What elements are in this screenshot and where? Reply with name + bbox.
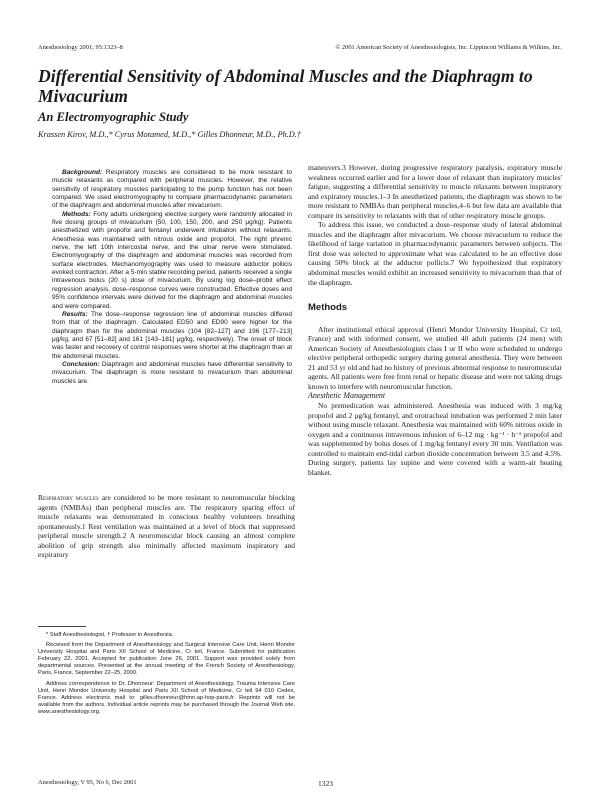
page-number: 1323 (318, 779, 333, 788)
abstract (52, 169, 292, 386)
abstract-label: Background: (62, 169, 103, 176)
body-paragraph: After institutional ethical approval (Henri Mondor University Hospital, Cr teil, France) and with informed consent, we studied 40 adult patients (24 men) with American Society of Anesthesiologists class I or II who were scheduled to undergo elective peripheral orthopedic surgery during general anesthesia. They were between 21 and 53 yr old and had no history of previous abnormal response to neuromuscular agents. All patients were free from renal or hepatic disease and were not taking drugs known to interfere with neuromuscular function. (308, 324, 562, 391)
abstract-label: Results: (62, 310, 88, 318)
subsection-heading: Anesthetic Management (308, 391, 386, 401)
introduction-column (38, 493, 295, 560)
body-paragraph: No premedication was administered. Anesthesia was induced with 3 mg/kg propofol and 2 μg/kg fentanyl, and orotracheal intubation was performed 2 min later without using muscle relaxant. Anesthesia was maintained with 60% nitrous oxide in oxygen and a continuous intravenous infusion of 6–12 mg · kg⁻¹ · h⁻¹ propofol and was supplemented by bolus doses of 1 mg/kg fentanyl every 30 min. Ventilation was controlled to maintain end-tidal carbon dioxide concentration between 3.5 and 4.5%. During surgery, patients lay supine and were covered with a warm-air heating blanket. (308, 401, 562, 477)
footnote-correspondence: Address correspondence to Dr. Dhonneur: Department of Anesthesiology, Trauma Intensive Care Unit, Henri Mondor University Hospital and Paris XII School of Medicine, Cr teil 94 010 Cedex, France. Address electronic mail to: gilles.dhonneur@hmn.ap-hop-paris.fr. Reprints will not be available from the authors. Individual article reprints may be purchased through the Journal Web site, www.anesthesiology.org. (38, 680, 295, 715)
introduction-paragraph: Respiratory muscles are considered to be more resistant to neuromuscular blocking agents (NMBAs) than peripheral muscles are. The respiratory sparing effect of muscle relaxants was demonstrated in conscious healthy volunteers breathing spontaneously.1 Rest ventilation was maintained at a level of block that suppressed peripheral muscle strength.2 A neuromuscular block causing an almost complete abolition of grip strength also minimally affected maximum inspiratory and expiratory (38, 493, 295, 559)
footnote-divider (38, 626, 86, 627)
footnotes (38, 632, 295, 719)
article-subtitle: An Electromyographic Study (38, 110, 189, 124)
right-column (308, 163, 562, 477)
abstract-label: Methods: (62, 210, 91, 218)
abstract-conclusion: Conclusion: Diaphragm and abdominal muscles have differential sensitivity to mivacurium. The diaphragm is more resistant to mivacurium than abdominal muscles are. (52, 360, 292, 385)
journal-footer: Anesthesiology, V 95, No 6, Dec 2001 (38, 779, 137, 786)
footnote-affiliations: * Staff Anesthesiologist, † Professor in Anesthesia. (46, 632, 174, 638)
section-heading-methods: Methods (308, 302, 348, 314)
author-list: Krassen Kirov, M.D.,* Cyrus Motamed, M.D.,* Gilles Dhonneur, M.D., Ph.D.† (38, 130, 301, 139)
article-title: Differential Sensitivity of Abdominal Muscles and the Diaphragm to Mivacurium (38, 66, 533, 106)
lead-in-text: Respiratory muscles (38, 493, 99, 502)
running-header-left: Anesthesiology 2001; 95:1323–8 (38, 44, 123, 51)
abstract-methods: Methods: Forty adults undergoing elective surgery were randomly allocated in five dosing groups of mivacurium (50, 100, 150, 200, and 250 μg/kg). Patients anesthetized with propofol and fentanyl underwent intubation without relaxants. Anesthesia was maintained with nitrous oxide and propofol. The right phrenic nerve, the left 10th intercostal nerve, and the ulnar nerve were stimulated. Electromyography of the diaphragm and abdominal muscles was recorded from surface electrodes. Mechanomyography was used to measure adductor pollicis evoked contraction. After a 5-min stable recording period, patients received a single intravenous bolus (20 s) dose of mivacurium. By using log dose–probit effect regression analysis, dose–response curves were constructed. Effective doses and 95% confidence intervals were derived for the diaphragm and abdominal muscles and were compared. (52, 210, 292, 310)
abstract-background: Background: Respiratory muscles are considered to be more resistant to muscle relaxants as compared with peripheral muscles. However, the relative sensitivity of respiratory muscles participating to the pump function has not been compared. We used electromyography to compare pharmacodynamic parameters of the diaphragm and abdominal muscles after mivacurium. (52, 169, 292, 210)
abstract-results: Results: The dose–response regression line of abdominal muscles differed from that of the diaphragm. Calculated ED50 and ED90 were higher for the diaphragm than for the abdominal muscles (104 [82–127] and 196 [177–213] μg/kg, and 67 [51–82] and 161 [143–181] μg/kg, respectively). The onset of block was faster and recovery of control responses were shorter at the diaphragm than at the abdominal muscles. (52, 310, 292, 360)
body-paragraph: To address this issue, we conducted a dose–response study of lateral abdominal muscles and the diaphragm after mivacurium. We choose mivacurium to reduce the likelihood of large variation in pharmacodynamic parameters between subjects. The first dose was selected to approximate what was calculated to be an effective dose causing 50% block at the adductor pollicis.7 We hypothesized that expiratory abdominal muscles would exhibit an increased sensitivity to mivacurium than that of the diaphragm. (308, 220, 562, 287)
body-paragraph: maneuvers.3 However, during progressive respiratory paralysis, expiratory muscle weakness occurred earlier and for a lower dose of relaxant than inspiratory muscles' fatigue, suggesting a differential sensitivity to muscle relaxants between inspiratory and expiratory muscles.1–3 In anesthetized patients, the diaphragm was shown to be more resistant to NMBAs than peripheral muscles,4–6 but few data are available that compare its sensitivity to relaxants with that of other respiratory muscle groups. (308, 163, 562, 220)
running-header-right: © 2001 American Society of Anesthesiologists, Inc. Lippincott Williams & Wilkins, Inc. (335, 44, 562, 51)
abstract-label: Conclusion: (62, 360, 100, 368)
footnote-received: Received from the Department of Anesthesiology and Surgical Intensive Care Unit, Henri Mondor University Hospital and Paris XII School of Medicine, Cr teil, France. Submitted for publication February 22, 2001. Accepted for publication June 26, 2001. Support was provided solely from departmental sources. Presented at the annual meeting of the French Society of Anesthesiology, Paris, France, September 22–25, 2000. (38, 642, 295, 677)
